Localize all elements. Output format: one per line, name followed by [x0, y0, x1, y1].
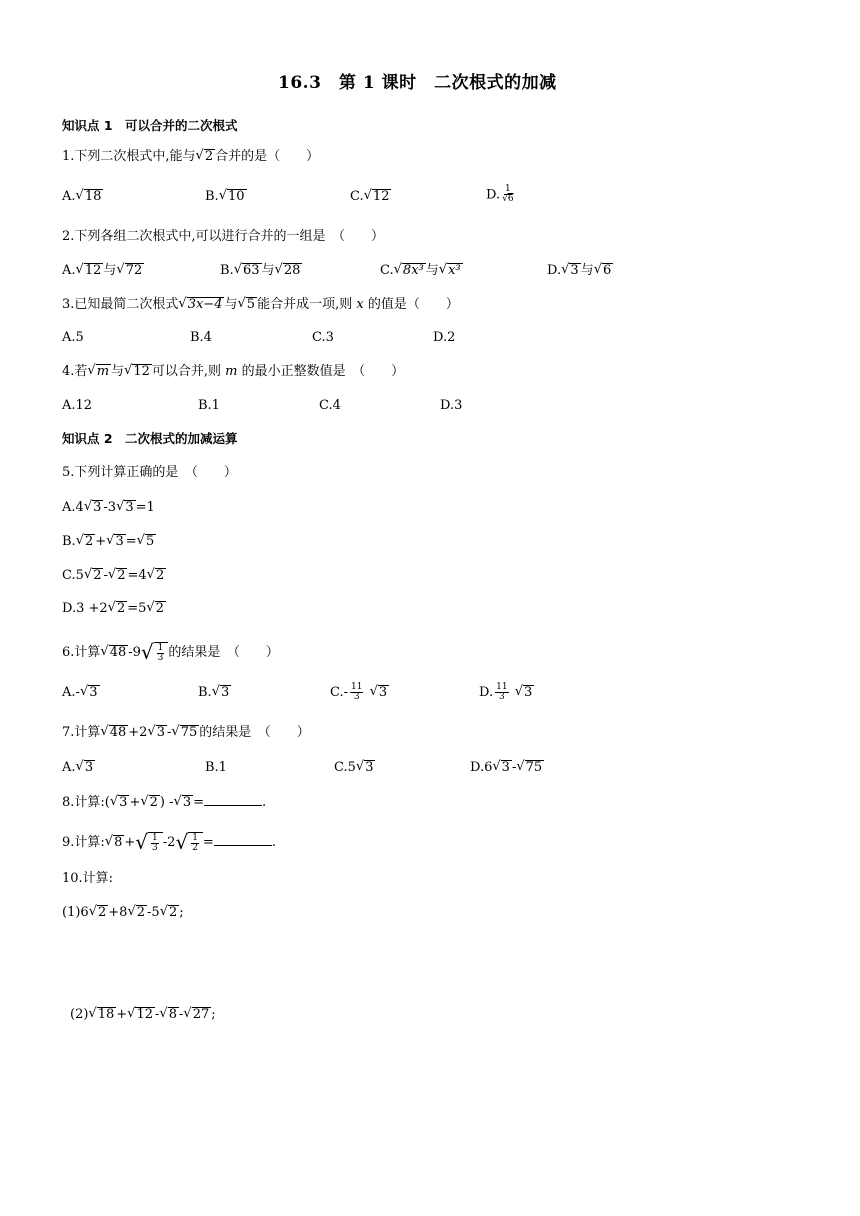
q7-option-c: C.5 √ 3: [334, 758, 374, 775]
section-heading-2: 知识点 2 二次根式的加减运算: [62, 431, 238, 446]
question-9: 9.计算: √ 8 + √ $\frac{1}{3}$ -2 √ $\frac{1}{2}$ = .: [62, 829, 276, 854]
q3-option-b: B.4: [190, 330, 212, 345]
q1-suffix: 合并的是（ ）: [215, 149, 320, 164]
q6-option-a: A.- √ 3: [62, 683, 98, 700]
question-1: [62, 148, 319, 166]
question-2: 2.下列各组二次根式中,可以进行合并的一组是 （ ）: [62, 229, 385, 244]
q4-option-a: A.12: [62, 398, 93, 413]
q3-option-d: D.2: [433, 330, 456, 345]
answer-blank-8[interactable]: [204, 793, 262, 806]
q2-option-b: B. √ 63 与 √ 28: [220, 261, 301, 278]
q6-option-b: B. √ 3: [198, 683, 230, 700]
q4-option-d: D.3: [440, 398, 463, 413]
q10-part-1: (1)6 √ 2 +8 √ 2 -5 √ 2 ;: [62, 903, 184, 920]
question-6: 6.计算 √ 48 -9 √ $\frac{1}{3}$ 的结果是 （ ）: [62, 639, 279, 664]
answer-blank-9[interactable]: [214, 833, 272, 846]
question-4: 4.若 √ m 与 √ 12 可以合并,则 m 的最小正整数值是 （ ）: [62, 362, 405, 379]
q5-option-a: A.4 √ 3 -3 √ 3 =1: [62, 498, 155, 515]
question-7: 7.计算 √ 48 +2 √ 3 - √ 75 的结果是 （ ）: [62, 723, 310, 740]
q1-prefix: 1.下列二次根式中,能与: [62, 149, 196, 164]
q5-option-c: C.5 √ 2 - √ 2 =4 √ 2: [62, 566, 165, 583]
q6-option-c: C.- $\frac{11}{3}$ √ 3: [330, 681, 388, 702]
page-title: 16.3 第 1 课时 二次根式的加减: [278, 73, 557, 93]
q3-option-c: C.3: [312, 330, 334, 345]
q4-option-c: C.4: [319, 398, 341, 413]
q1-option-a: A. √ 18: [62, 187, 102, 204]
q2-option-d: D. √ 3 与 √ 6: [547, 261, 612, 278]
q10-part-2: (2) √ 18 + √ 12 - √ 8 - √ 27 ;: [70, 1005, 216, 1022]
q1-option-b: B. √ 10: [205, 187, 245, 204]
question-5: 5.下列计算正确的是 （ ）: [62, 465, 237, 480]
sqrt-2: √ 2: [195, 147, 214, 164]
q1-option-d: D. $\frac{1}{√6}$: [486, 184, 514, 205]
q2-option-a: A. √ 12 与 √ 72: [62, 261, 143, 278]
q5-option-b: B. √ 2 + √ 3 = √ 5: [62, 532, 155, 549]
question-8: 8.计算:( √ 3 + √ 2 ) - √ 3 = .: [62, 793, 267, 810]
q4-option-b: B.1: [198, 398, 220, 413]
question-10: 10.计算:: [62, 871, 114, 886]
q1-option-c: C. √ 12: [350, 187, 390, 204]
q6-option-d: D. $\frac{11}{3}$ √ 3: [479, 681, 533, 702]
q7-option-b: B.1: [205, 760, 227, 775]
q7-option-a: A. √ 3: [62, 758, 94, 775]
q2-option-c: C. √ 8x³ 与 √ x³: [380, 261, 461, 278]
question-3: 3.已知最简二次根式 √ 3x−4 与 √ 5 能合并成一项,则 x 的值是（ ）: [62, 295, 459, 312]
section-heading-1: 知识点 1 可以合并的二次根式: [62, 118, 238, 133]
q3-option-a: A.5: [62, 330, 84, 345]
q5-option-d: D.3 +2 √ 2 =5 √ 2: [62, 599, 164, 616]
q7-option-d: D.6 √ 3 - √ 75: [470, 758, 543, 775]
